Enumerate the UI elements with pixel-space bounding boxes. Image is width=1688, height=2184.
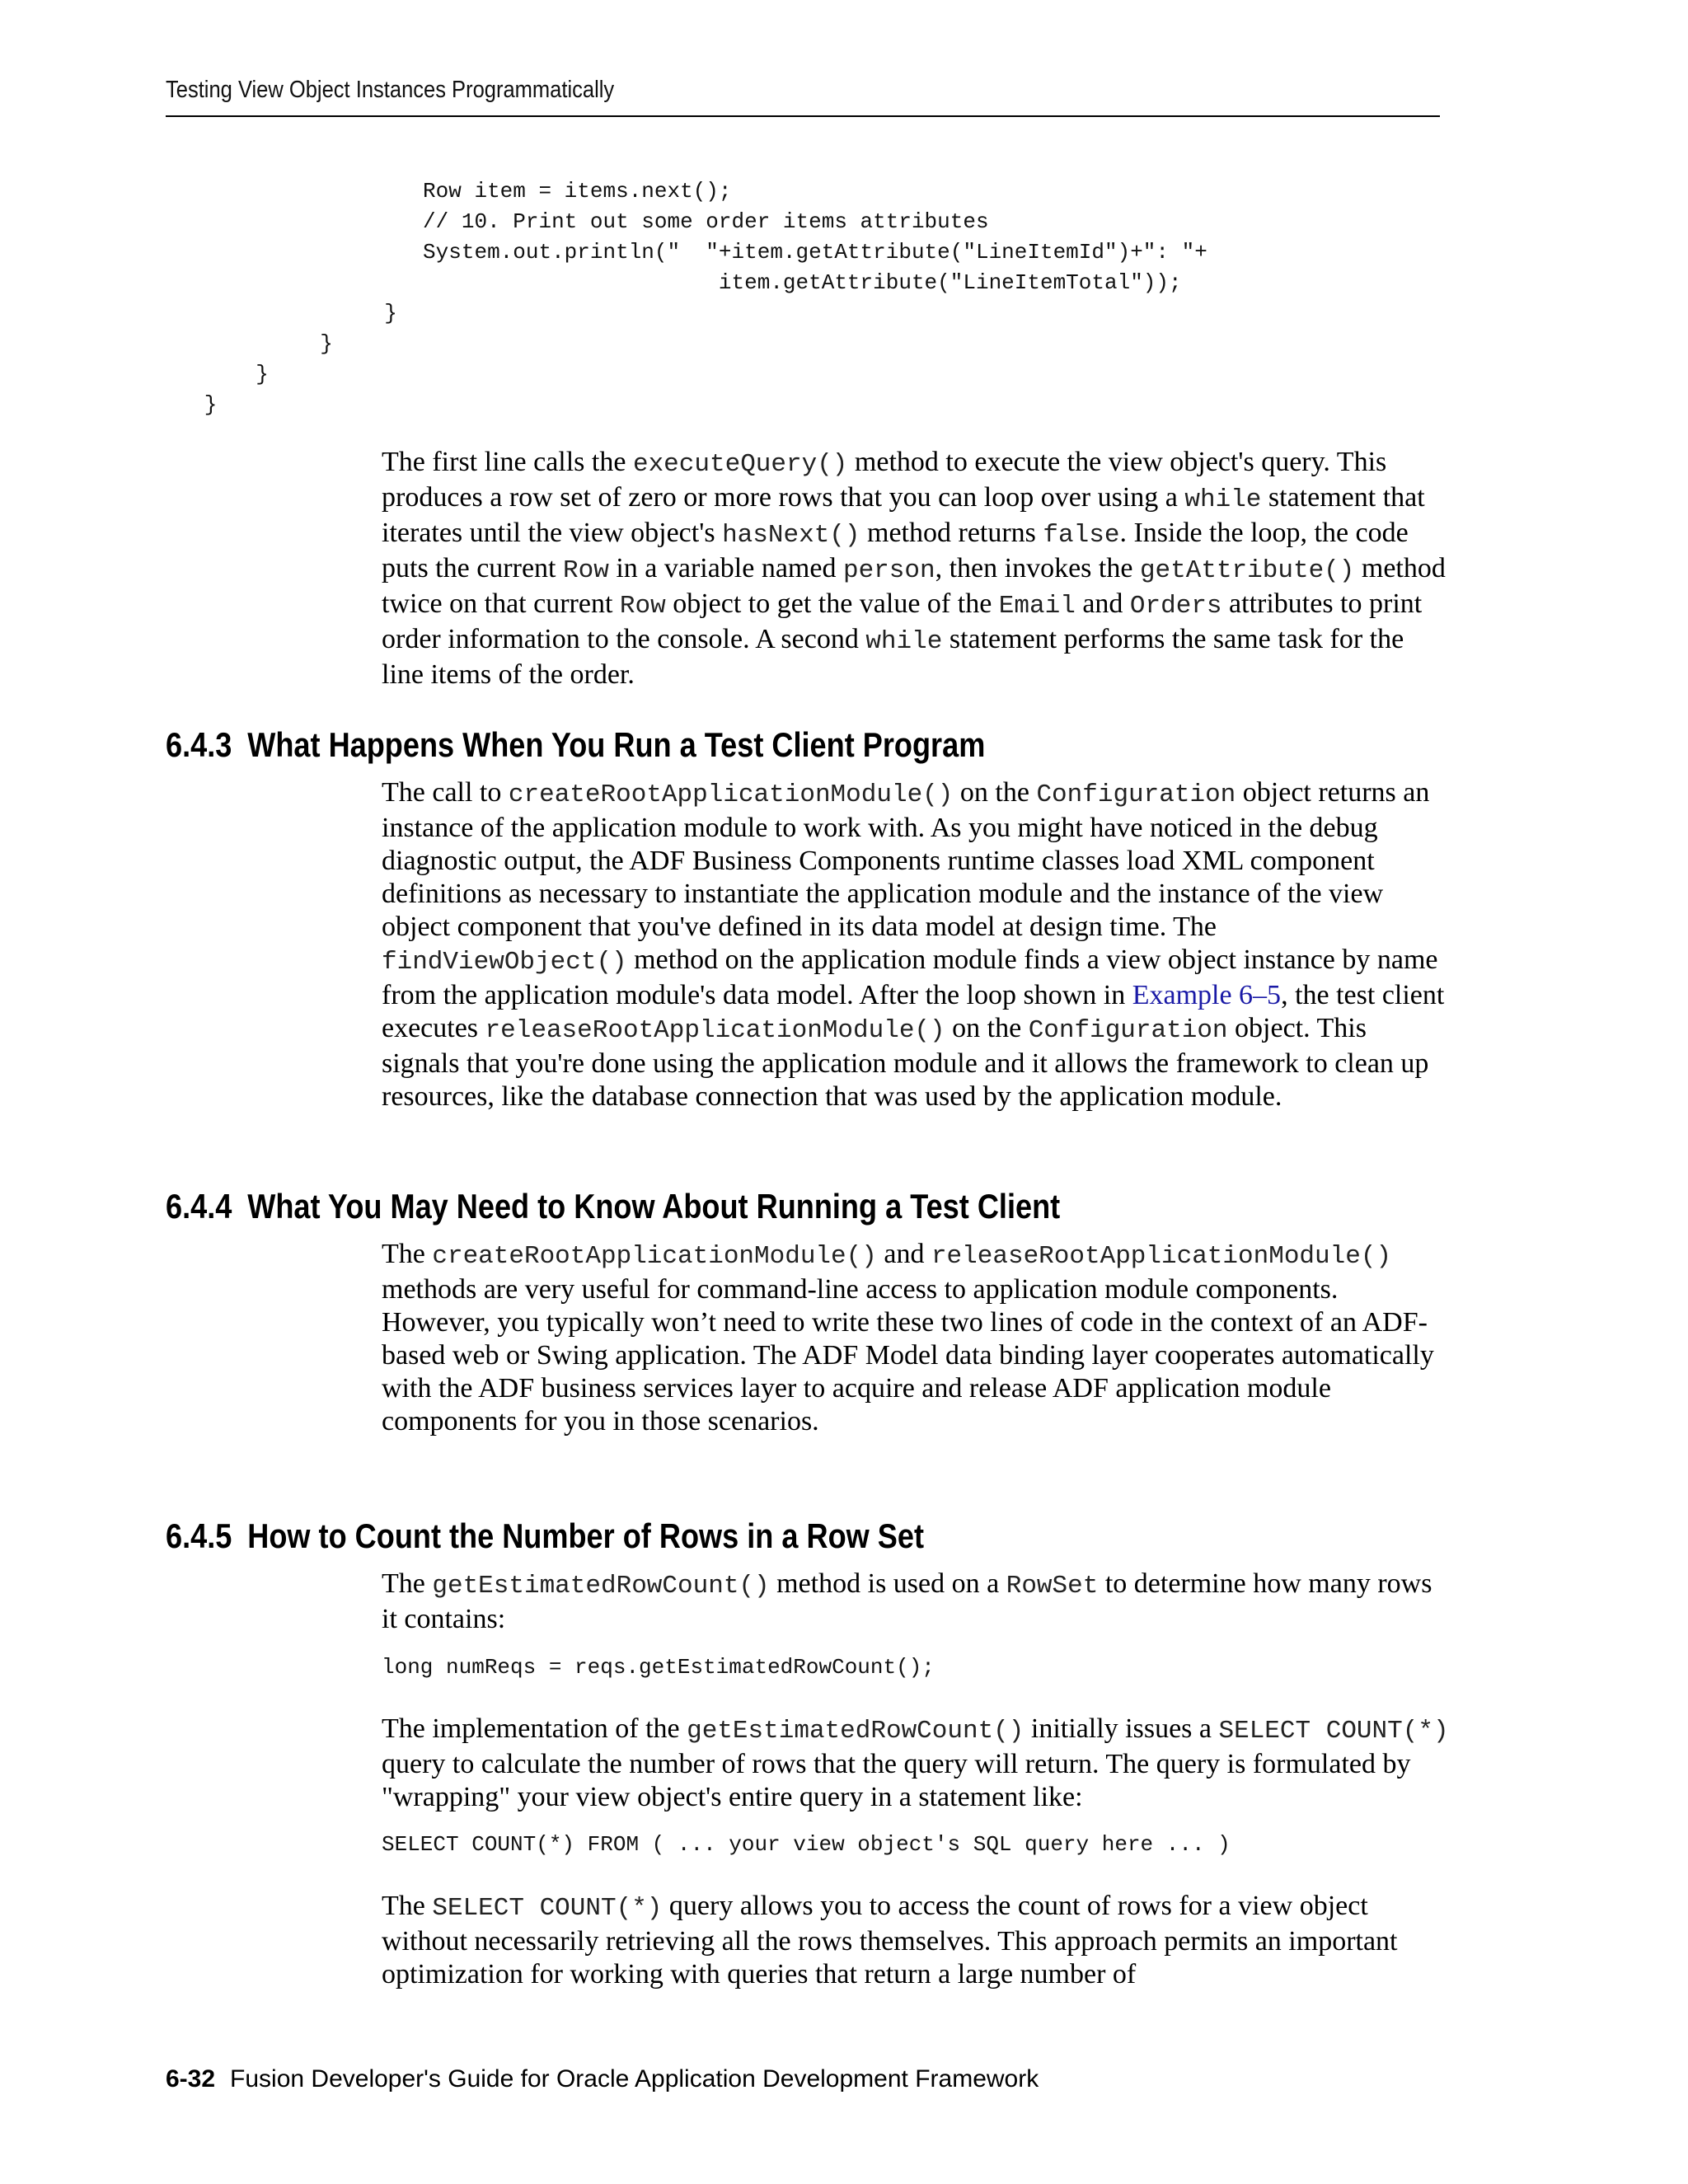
code-listing-top: Row item = items.next(); // 10. Print out some order items attributes System.out.println(" "+item.getAttribute("LineItemId")+": "+ item.getAttribute("LineItemTotal")); } } } } — [204, 179, 1207, 417]
page-footer — [166, 2065, 1039, 2093]
paragraph-running-test-client: The createRootApplicationModule() and releaseRootApplicationModule() methods are very useful for command-line access to application module components. However, you typically won’t need to write these two lines of code in the context of an ADF-based web or Swing application. The ADF Model data binding layer cooperates automatically with the ADF business services layer to acquire and release ADF application module components for you in those scenarios. — [382, 1239, 1434, 1436]
code-example-select-count: SELECT COUNT(*) FROM ( ... your view object's SQL query here ... ) — [382, 1832, 1231, 1857]
book-title: Fusion Developer's Guide for Oracle Application Development Framework — [230, 2065, 1039, 2093]
running-header: Testing View Object Instances Programmatically — [166, 77, 615, 103]
section-heading-6-4-3: 6.4.3 What Happens When You Run a Test Client Program — [166, 725, 986, 764]
section-heading-6-4-4: 6.4.4 What You May Need to Know About Running a Test Client — [166, 1187, 1061, 1226]
header-rule — [166, 115, 1440, 117]
paragraph-test-client-run: The call to createRootApplicationModule() on the Configuration object returns an instance of the application module to work with. As you might have noticed in the debug diagnostic output, the ADF Business Components runtime classes load XML component definitions as necessary to instantiate the application module and the instance of the view object component that you've defined in its data model at design time. The findViewObject() method on the application module finds a view object instance by name from the application module's data model. After the loop shown in Example 6–5, the test client executes releaseRootApplicationModule() on the Configuration object. This signals that you're done using the application module and it allows the framework to clean up resources, like the database connection that was used by the application module. — [382, 777, 1445, 1112]
page-number: 6-32 — [166, 2065, 216, 2093]
code-example-row-count: long numReqs = reqs.getEstimatedRowCount(); — [382, 1655, 935, 1680]
paragraph-select-count-impl: The implementation of the getEstimatedRowCount() initially issues a SELECT COUNT(*) query to calculate the number of rows that the query will return. The query is formulated by "wrapping" your view object's entire query in a statement like: — [382, 1713, 1449, 1812]
paragraph-execute-query: The first line calls the executeQuery() method to execute the view object's query. This produces a row set of zero or more rows that you can loop over using a while statement that iterates until the view object's hasNext() method returns false. Inside the loop, the code puts the current Row in a variable named person, then invokes the getAttribute() method twice on that current Row object to get the value of the Email and Orders attributes to print order information to the console. A second while statement performs the same task for the line items of the order. — [382, 447, 1446, 690]
paragraph-estimated-row-count: The getEstimatedRowCount() method is used on a RowSet to determine how many rows it contains: — [382, 1568, 1432, 1634]
section-heading-6-4-5: 6.4.5 How to Count the Number of Rows in a Row Set — [166, 1516, 924, 1555]
example-6-5-link[interactable]: Example 6–5 — [1132, 980, 1282, 1010]
paragraph-select-count-benefit: The SELECT COUNT(*) query allows you to access the count of rows for a view object without necessarily retrieving all the rows themselves. This approach permits an important optimization for working with queries that return a large number of — [382, 1891, 1398, 1990]
